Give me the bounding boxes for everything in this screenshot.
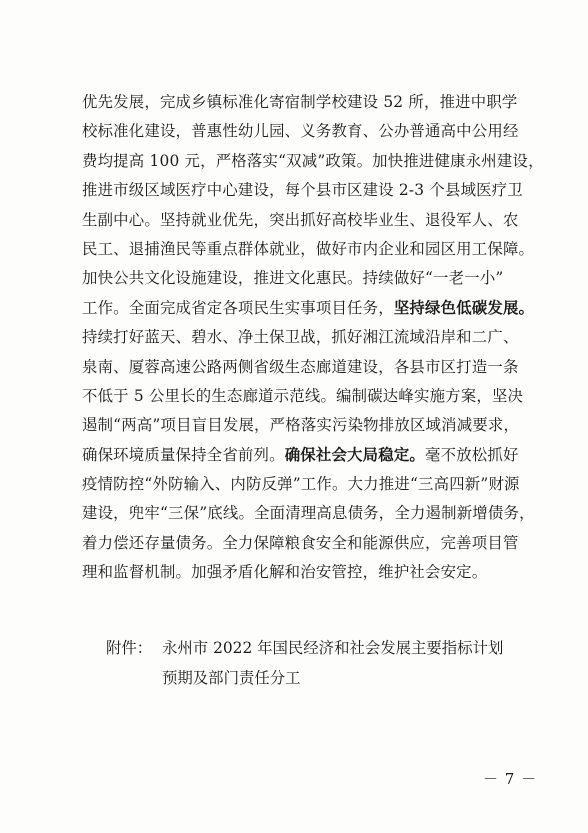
text-line: 推进市级区域医疗中心建设，每个县市区建设 2-3 个县域医疗卫 [82,181,523,200]
text-line: 加快公共文化设施建设，推进文化惠民。持续做好“一老一小” [82,269,504,288]
page-number: － 7 － [483,770,538,788]
attachment-title-continued: 预期及部门责任分工 [162,669,301,687]
text-line: 校标准化建设，普惠性幼儿园、义务教育、公办普通高中公用经 [82,122,519,141]
text-segment: 确保环境质量保持全省前列。 [82,445,285,464]
text-line: 不低于 5 公里长的生态廊道示范线。编制碳达峰实施方案，坚决 [82,386,524,405]
text-line [82,441,519,470]
bold-heading: 坚持绿色低碳发展。 [393,298,535,317]
text-line: 着力偿还存量债务。全力保障粮食安全和能源供应，完善项目管 [82,533,519,552]
text-line: 泉南、厦蓉高速公路两侧省级生态廊道建设，各县市区打造一条 [82,357,519,376]
body-text [82,88,544,588]
text-line: 费均提高 100 元，严格落实“双减”政策。加快推进健康永州建设， [82,151,544,170]
text-line: 持续打好蓝天、碧水、净土保卫战，抓好湘江流域沿岸和二广、 [82,328,519,347]
text-line: 建设，兜牢“三保”底线。全面清理高息债务，全力遏制新增债务， [82,504,535,523]
attachment-label: 附件： [106,639,153,657]
text-line: 民工、退捕渔民等重点群体就业，做好市内企业和园区用工保障。 [82,239,535,258]
attachment-row [106,663,526,693]
text-line [82,294,535,323]
attachment-title: 永州市 2022 年国民经济和社会发展主要指标计划 [162,639,504,657]
attachment-row [106,633,526,663]
attachment-note [106,633,526,693]
text-line: 疫情防控“外防输入、内防反弹”工作。大力推进“三高四新”财源 [82,475,520,494]
text-line: 遏制“两高”项目盲目发展，严格落实污染物排放区域消减要求， [82,416,520,435]
text-segment: 毫不放松抓好 [425,445,519,464]
text-line: 优先发展，完成乡镇标准化寄宿制学校建设 52 所，推进中职学 [82,93,518,111]
text-segment: 工作。全面完成省定各项民生实事项目任务， [82,298,394,317]
bold-heading: 确保社会大局稳定。 [284,445,426,464]
text-line: 理和监督机制。加强矛盾化解和治安管控，维护社会安定。 [82,563,488,582]
text-line: 生副中心。坚持就业优先，突出抓好高校毕业生、退役军人、农 [82,210,519,229]
